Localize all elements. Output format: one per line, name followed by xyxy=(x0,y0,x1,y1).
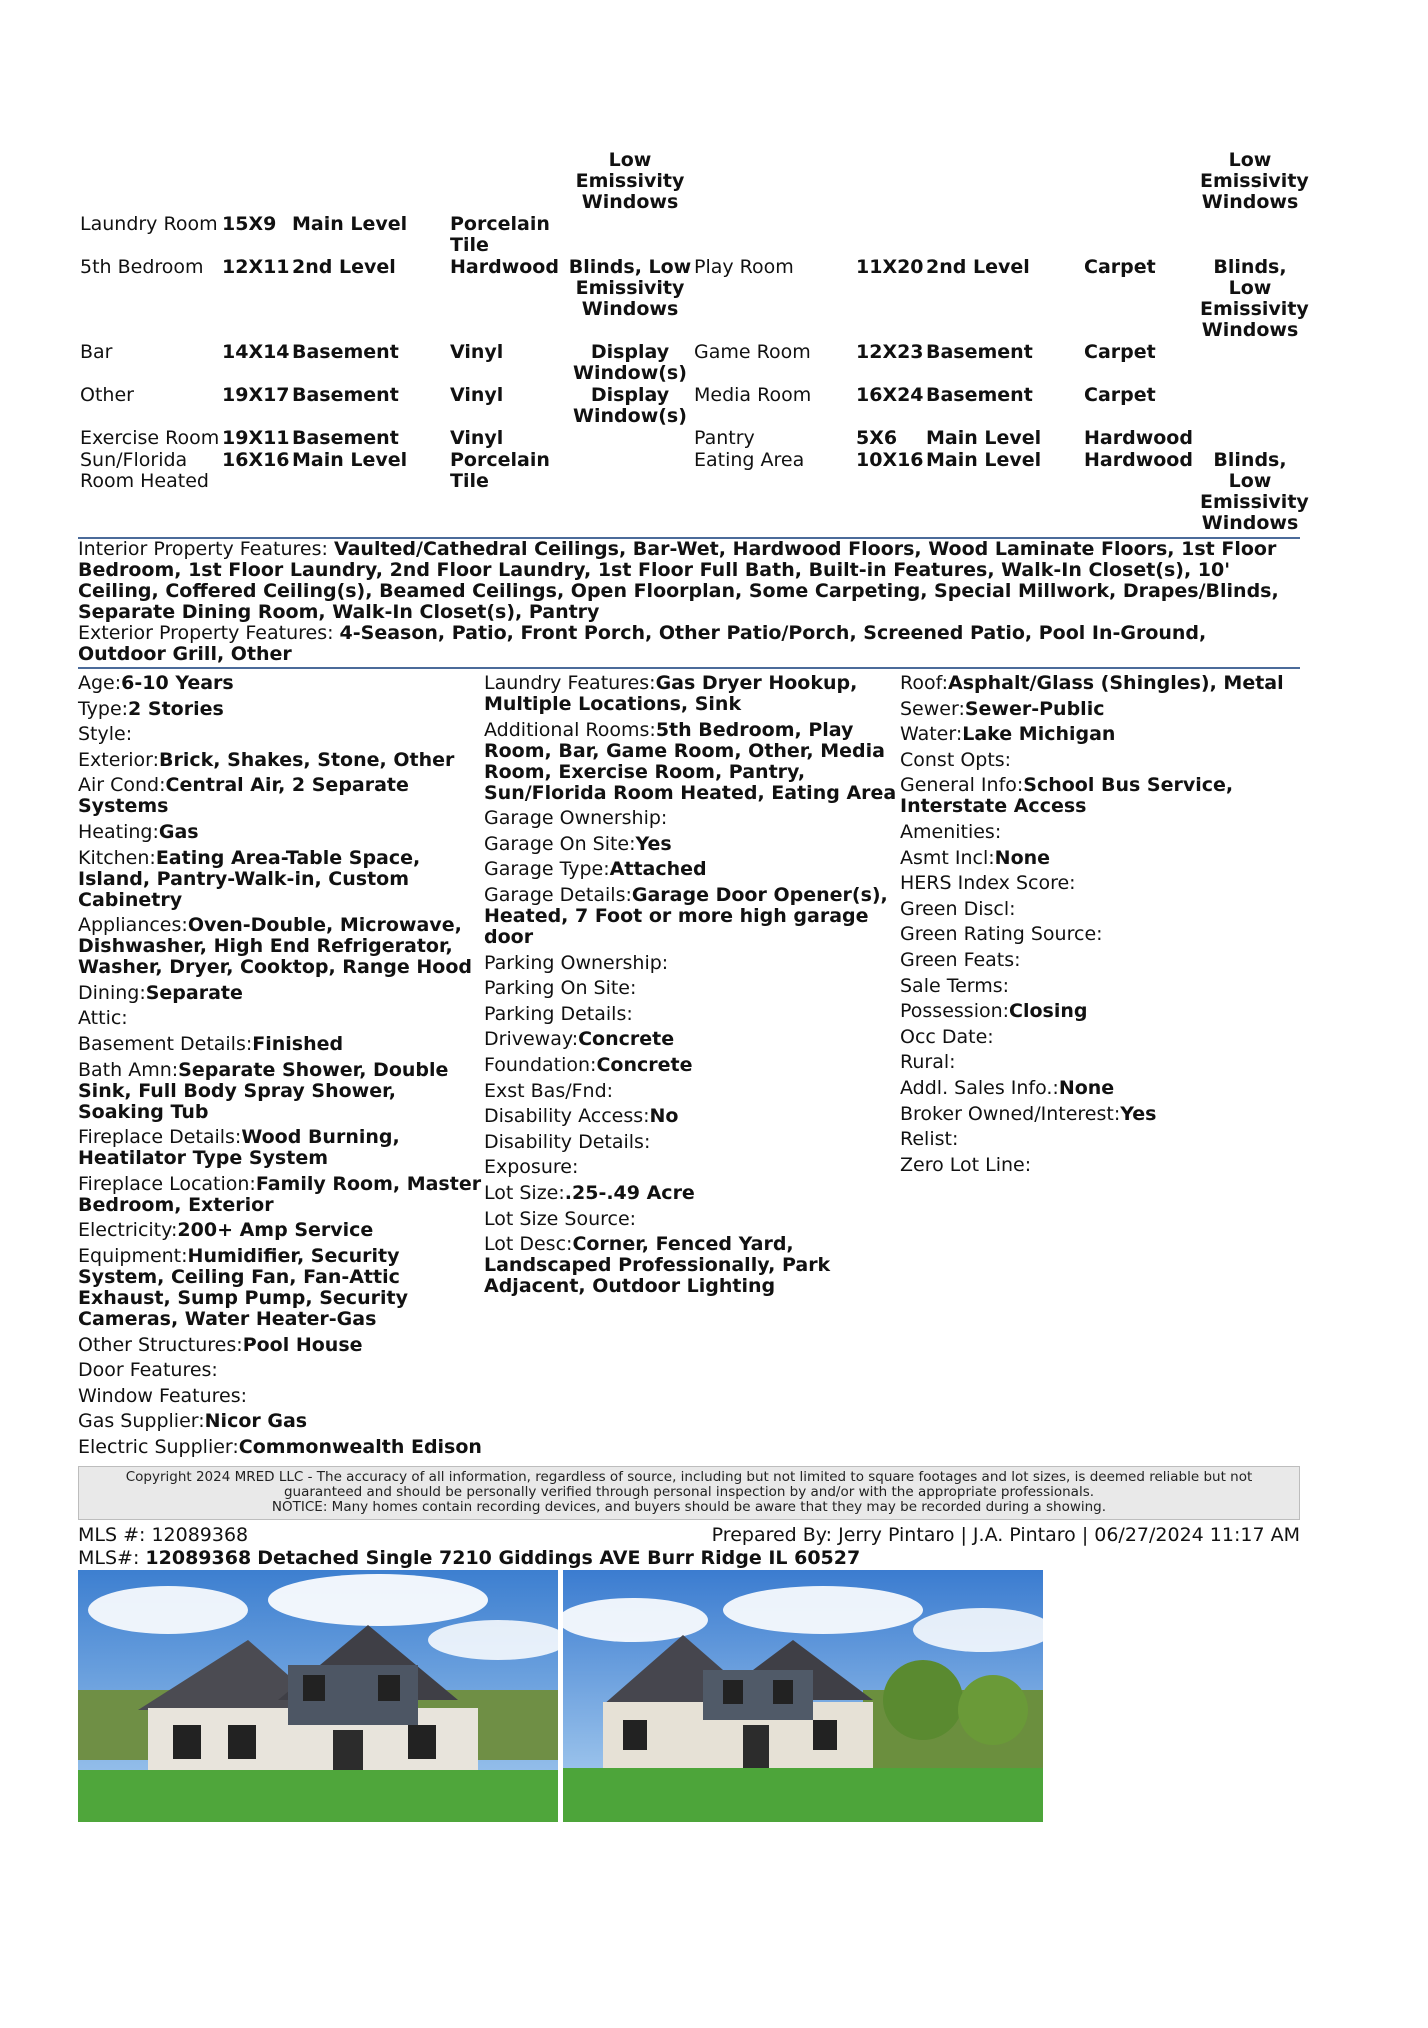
room-size: 12X11 xyxy=(222,256,290,278)
detail-item xyxy=(78,1360,484,1381)
room-name: Eating Area xyxy=(694,449,805,471)
detail-label: Green Rating Source: xyxy=(900,923,1103,946)
detail-label: Sale Terms: xyxy=(900,974,1010,997)
detail-item xyxy=(900,976,1300,997)
detail-value: Lake Michigan xyxy=(962,723,1116,746)
detail-label: Electric Supplier: xyxy=(78,1435,239,1458)
room-flooring: Vinyl xyxy=(450,427,504,449)
room-window: Low Emissivity Windows xyxy=(1200,149,1309,213)
room-size: 12X23 xyxy=(856,341,924,363)
room-name: 5th Bedroom xyxy=(80,256,204,278)
detail-label: Parking Ownership: xyxy=(484,951,669,974)
detail-item xyxy=(78,1411,484,1432)
details-column-1 xyxy=(78,673,484,1462)
room-window xyxy=(1198,214,1300,256)
detail-item xyxy=(78,775,484,817)
room-window xyxy=(566,214,692,256)
prepared-by: Prepared By: Jerry Pintaro | J.A. Pintaro | 06/27/2024 11:17 AM xyxy=(711,1524,1300,1547)
room-name: Laundry Room xyxy=(80,213,218,235)
detail-label: Rural: xyxy=(900,1051,956,1074)
detail-item xyxy=(900,1104,1300,1125)
detail-label: Garage Details: xyxy=(484,883,632,906)
room-flooring: Hardwood xyxy=(1084,427,1193,449)
exterior-features-label: Exterior Property Features: xyxy=(78,622,334,644)
detail-label: Gas Supplier: xyxy=(78,1410,205,1433)
detail-item xyxy=(484,1106,900,1127)
room-level: 2nd Level xyxy=(926,256,1030,278)
room-level: Basement xyxy=(292,427,399,449)
detail-value: Central Air, 2 Separate Systems xyxy=(78,774,409,818)
detail-label: Disability Access: xyxy=(484,1105,650,1128)
detail-value: Separate Shower, Double Sink, Full Body Spray Shower, Soaking Tub xyxy=(78,1058,449,1123)
room-window xyxy=(1198,342,1300,384)
detail-value: Gas Dryer Hookup, Multiple Locations, Sink xyxy=(484,672,858,715)
room-name: Exercise Room xyxy=(80,427,220,449)
detail-item xyxy=(900,1027,1300,1048)
listing-mls-label: MLS#: xyxy=(78,1547,140,1570)
detail-item xyxy=(484,1029,900,1050)
detail-item xyxy=(484,1004,900,1025)
detail-item xyxy=(484,953,900,974)
detail-label: Broker Owned/Interest: xyxy=(900,1102,1121,1125)
detail-item xyxy=(900,1129,1300,1150)
detail-item xyxy=(484,1157,900,1178)
detail-item xyxy=(78,1246,484,1330)
room-flooring: Carpet xyxy=(1084,256,1156,278)
detail-item xyxy=(484,673,900,715)
detail-item xyxy=(900,750,1300,771)
detail-item xyxy=(78,673,484,694)
detail-value: Commonwealth Edison xyxy=(238,1435,482,1458)
detail-label: Amenities: xyxy=(900,820,1002,843)
room-level: Basement xyxy=(926,341,1033,363)
divider xyxy=(78,667,1300,669)
detail-item xyxy=(900,1078,1300,1099)
detail-label: Window Features: xyxy=(78,1384,248,1407)
detail-item xyxy=(78,915,484,978)
listing-heading xyxy=(78,1547,1300,1570)
listing-mls-number: 12089368 xyxy=(145,1547,252,1570)
detail-label: Roof: xyxy=(900,672,949,694)
detail-value: Corner, Fenced Yard, Landscaped Professionally, Park Adjacent, Outdoor Lighting xyxy=(484,1233,831,1298)
detail-item xyxy=(900,924,1300,945)
room-flooring xyxy=(1082,150,1198,213)
room-flooring xyxy=(1082,214,1198,256)
room-size: 14X14 xyxy=(222,341,290,363)
detail-label: Dining: xyxy=(78,981,146,1004)
room-window xyxy=(566,450,692,534)
detail-value: Asphalt/Glass (Shingles), Metal xyxy=(948,672,1284,694)
detail-item xyxy=(78,1034,484,1055)
room-level: Main Level xyxy=(926,427,1042,449)
room-size: 16X24 xyxy=(856,384,924,406)
detail-label: Air Cond: xyxy=(78,774,166,797)
interior-features xyxy=(78,539,1300,623)
room-level xyxy=(924,150,1082,213)
detail-item xyxy=(484,885,900,948)
detail-label: Attic: xyxy=(78,1007,128,1030)
room-window: Blinds, Low Emissivity Windows xyxy=(1200,256,1309,341)
detail-label: Garage On Site: xyxy=(484,832,636,855)
room-size xyxy=(220,150,290,213)
room-name: Game Room xyxy=(694,341,811,363)
detail-item xyxy=(484,1081,900,1102)
room-window: Display Window(s) xyxy=(573,384,687,427)
room-level: 2nd Level xyxy=(292,256,396,278)
detail-label: Exposure: xyxy=(484,1156,579,1179)
photo-strip xyxy=(78,1570,1300,1822)
detail-item xyxy=(484,1055,900,1076)
detail-label: Other Structures: xyxy=(78,1333,243,1356)
room-window: Blinds, Low Emissivity Windows xyxy=(1200,449,1309,534)
room-size xyxy=(854,150,924,213)
copyright-text: Copyright 2024 MRED LLC - The accuracy of all information, regardless of source, including but not limited to square footages and lot sizes, is deemed reliable but not guaranteed and should be personally verified through personal inspection by and/or with the appropriate professionals. xyxy=(125,1469,1253,1501)
room-window: Display Window(s) xyxy=(573,341,687,384)
detail-label: Fireplace Details: xyxy=(78,1126,242,1149)
footer-line xyxy=(78,1524,1300,1547)
rooms-table xyxy=(78,149,1309,535)
detail-value: 2 Stories xyxy=(128,697,224,720)
detail-label: Lot Desc: xyxy=(484,1233,573,1256)
detail-label: Basement Details: xyxy=(78,1032,253,1055)
detail-label: Green Discl: xyxy=(900,897,1016,920)
detail-label: Asmt Incl: xyxy=(900,846,995,869)
detail-label: Door Features: xyxy=(78,1359,218,1382)
detail-label: Equipment: xyxy=(78,1244,188,1267)
room-size: 15X9 xyxy=(222,213,277,235)
detail-item xyxy=(78,750,484,771)
detail-item xyxy=(78,1008,484,1029)
room-level: Basement xyxy=(292,341,399,363)
detail-item xyxy=(484,1209,900,1230)
detail-value: Pool House xyxy=(242,1333,363,1356)
room-name xyxy=(78,150,220,213)
detail-item xyxy=(900,873,1300,894)
detail-value: Attached xyxy=(609,858,707,881)
details-column-3 xyxy=(900,673,1300,1462)
room-window xyxy=(1198,428,1300,449)
listing-page xyxy=(78,149,1309,1822)
room-size: 16X16 xyxy=(222,449,290,471)
detail-item xyxy=(900,673,1300,694)
exterior-features-value: 4-Season, Patio, Front Porch, Other Patio/Porch, Screened Patio, Pool In-Ground, Outdoor Grill, Other xyxy=(78,622,1207,665)
detail-item xyxy=(78,1386,484,1407)
room-name: Media Room xyxy=(694,384,812,406)
room-level xyxy=(290,150,448,213)
detail-item xyxy=(484,1183,900,1204)
detail-item xyxy=(900,899,1300,920)
detail-item xyxy=(900,1155,1300,1176)
detail-value: None xyxy=(1058,1076,1115,1099)
detail-label: Kitchen: xyxy=(78,846,156,869)
detail-label: Addl. Sales Info.: xyxy=(900,1076,1059,1099)
detail-item xyxy=(900,822,1300,843)
detail-item xyxy=(900,724,1300,745)
notice-text: NOTICE: Many homes contain recording devices, and buyers should be aware that they may be recorded during a showing. xyxy=(271,1499,1107,1516)
interior-features-label: Interior Property Features: xyxy=(78,538,328,560)
detail-label: Lot Size: xyxy=(484,1181,565,1204)
room-name: Sun/Florida Room Heated xyxy=(80,449,209,492)
exterior-features xyxy=(78,623,1300,665)
detail-value: .25-.49 Acre xyxy=(564,1181,695,1204)
detail-item xyxy=(900,1052,1300,1073)
room-flooring: Porcelain Tile xyxy=(450,449,550,492)
detail-label: Sewer: xyxy=(900,697,965,720)
detail-label: Appliances: xyxy=(78,914,188,937)
detail-label: Exterior: xyxy=(78,748,159,771)
detail-item xyxy=(484,1234,900,1297)
detail-item xyxy=(78,848,484,911)
detail-item xyxy=(78,1060,484,1123)
room-flooring: Hardwood xyxy=(450,256,559,278)
detail-value: Gas xyxy=(158,820,199,843)
detail-item xyxy=(900,1001,1300,1022)
room-flooring: Vinyl xyxy=(450,341,504,363)
room-size: 19X11 xyxy=(222,427,290,449)
house-angle-photo[interactable] xyxy=(563,1570,1043,1822)
detail-label: Parking On Site: xyxy=(484,977,637,1000)
detail-item xyxy=(78,1127,484,1169)
detail-value: Humidifier, Security System, Ceiling Fan, Fan-Attic Exhaust, Sump Pump, Security Cameras, Water Heater-Gas xyxy=(78,1244,408,1330)
detail-value: Concrete xyxy=(596,1053,693,1076)
room-level: Basement xyxy=(292,384,399,406)
detail-label: Additional Rooms: xyxy=(484,718,656,741)
detail-value: Nicor Gas xyxy=(204,1410,308,1433)
detail-label: Garage Ownership: xyxy=(484,807,668,830)
detail-value: None xyxy=(994,846,1051,869)
detail-label: Garage Type: xyxy=(484,858,610,881)
detail-label: Bath Amn: xyxy=(78,1058,179,1081)
detail-label: Possession: xyxy=(900,1000,1010,1023)
detail-value: Sewer-Public xyxy=(964,697,1105,720)
detail-label: Disability Details: xyxy=(484,1130,651,1153)
detail-value: 5th Bedroom, Play Room, Bar, Game Room, Other, Media Room, Exercise Room, Pantry, Sun/Florida Room Heated, Eating Area xyxy=(484,718,897,804)
detail-label: Electricity: xyxy=(78,1219,178,1242)
detail-item xyxy=(900,699,1300,720)
details-column-2 xyxy=(484,673,900,1462)
detail-label: Style: xyxy=(78,723,133,746)
detail-label: General Info: xyxy=(900,774,1024,797)
detail-item xyxy=(484,720,900,804)
room-flooring: Vinyl xyxy=(450,384,504,406)
room-size: 10X16 xyxy=(856,449,924,471)
room-window xyxy=(566,428,692,449)
detail-label: Fireplace Location: xyxy=(78,1172,256,1195)
interior-features-value: Vaulted/Cathedral Ceilings, Bar-Wet, Hardwood Floors, Wood Laminate Floors, 1st Floor Bedroom, 1st Floor Laundry, 2nd Floor Laundry, 1st Floor Full Bath, Built-in Features, Walk-In Closet(s), 10' Ceiling, Coffered Ceiling(s), Beamed Ceilings, Open Floorplan, Some Carpeting, Special Millwork, Drapes/Blinds, Separate Dining Room, Walk-In Closet(s), Pantry xyxy=(78,538,1279,623)
room-level xyxy=(924,214,1082,256)
detail-label: Foundation: xyxy=(484,1053,597,1076)
room-size: 11X20 xyxy=(856,256,924,278)
house-front-photo[interactable] xyxy=(78,1570,558,1822)
room-flooring: Porcelain Tile xyxy=(450,213,550,256)
detail-item xyxy=(484,808,900,829)
detail-item xyxy=(78,822,484,843)
detail-value: Yes xyxy=(1120,1102,1157,1125)
detail-label: Parking Details: xyxy=(484,1002,633,1025)
detail-label: Exst Bas/Fnd: xyxy=(484,1079,614,1102)
detail-value: Eating Area-Table Space, Island, Pantry-Walk-in, Custom Cabinetry xyxy=(78,846,421,911)
detail-value: Finished xyxy=(252,1032,344,1055)
details-columns xyxy=(78,673,1300,1462)
detail-value: 6-10 Years xyxy=(121,672,234,694)
detail-value: Concrete xyxy=(578,1028,675,1051)
detail-item xyxy=(78,1437,484,1458)
detail-item xyxy=(900,950,1300,971)
detail-item xyxy=(78,724,484,745)
detail-value: Family Room, Master Bedroom, Exterior xyxy=(78,1172,482,1216)
detail-label: Lot Size Source: xyxy=(484,1207,637,1230)
detail-value: No xyxy=(649,1105,679,1128)
room-size: 19X17 xyxy=(222,384,290,406)
detail-label: Age: xyxy=(78,672,122,694)
room-name: Bar xyxy=(80,341,113,363)
room-level: Main Level xyxy=(926,449,1042,471)
detail-label: HERS Index Score: xyxy=(900,872,1076,895)
room-flooring: Carpet xyxy=(1084,341,1156,363)
detail-label: Const Opts: xyxy=(900,748,1012,771)
room-window xyxy=(1198,385,1300,427)
detail-value: Oven-Double, Microwave, Dishwasher, High End Refrigerator, Washer, Dryer, Cooktop, Range Hood xyxy=(78,914,472,979)
detail-item xyxy=(484,834,900,855)
room-size xyxy=(854,214,924,256)
copyright-notice xyxy=(78,1466,1300,1520)
room-name: Pantry xyxy=(694,427,755,449)
detail-item xyxy=(78,983,484,1004)
detail-value: Wood Burning, Heatilator Type System xyxy=(78,1126,400,1170)
detail-item xyxy=(78,1335,484,1356)
detail-item xyxy=(78,1220,484,1241)
room-window: Low Emissivity Windows xyxy=(575,149,685,213)
detail-item xyxy=(484,859,900,880)
detail-value: Yes xyxy=(635,832,672,855)
room-name xyxy=(692,214,854,256)
detail-value: Brick, Shakes, Stone, Other xyxy=(158,748,455,771)
room-level: Main Level xyxy=(292,449,408,471)
room-name: Other xyxy=(80,384,134,406)
room-window: Blinds, Low Emissivity Windows xyxy=(568,256,692,320)
detail-label: Occ Date: xyxy=(900,1025,994,1048)
room-name: Play Room xyxy=(694,256,794,278)
detail-value: School Bus Service, Interstate Access xyxy=(900,774,1234,818)
listing-description: Detached Single 7210 Giddings AVE Burr Ridge IL 60527 xyxy=(257,1547,861,1570)
detail-item xyxy=(78,1174,484,1216)
detail-item xyxy=(78,699,484,720)
detail-label: Driveway: xyxy=(484,1028,579,1051)
room-flooring: Hardwood xyxy=(1084,449,1193,471)
room-size: 5X6 xyxy=(856,427,898,449)
detail-value: Closing xyxy=(1009,1000,1088,1023)
room-flooring xyxy=(448,150,566,213)
detail-value: 200+ Amp Service xyxy=(177,1219,374,1242)
mls-number: MLS #: 12089368 xyxy=(78,1524,249,1547)
detail-label: Heating: xyxy=(78,820,159,843)
room-level: Basement xyxy=(926,384,1033,406)
room-flooring: Carpet xyxy=(1084,384,1156,406)
detail-label: Type: xyxy=(78,697,129,720)
detail-item xyxy=(900,848,1300,869)
room-name xyxy=(692,150,854,213)
detail-label: Relist: xyxy=(900,1128,959,1151)
room-level: Main Level xyxy=(292,213,408,235)
detail-value: Garage Door Opener(s), Heated, 7 Foot or more high garage door xyxy=(484,883,888,948)
detail-label: Laundry Features: xyxy=(484,672,656,694)
detail-label: Zero Lot Line: xyxy=(900,1153,1032,1176)
detail-item xyxy=(900,775,1300,817)
detail-value: Separate xyxy=(145,981,243,1004)
detail-item xyxy=(484,1132,900,1153)
detail-item xyxy=(484,978,900,999)
detail-label: Green Feats: xyxy=(900,948,1021,971)
detail-label: Water: xyxy=(900,723,963,746)
